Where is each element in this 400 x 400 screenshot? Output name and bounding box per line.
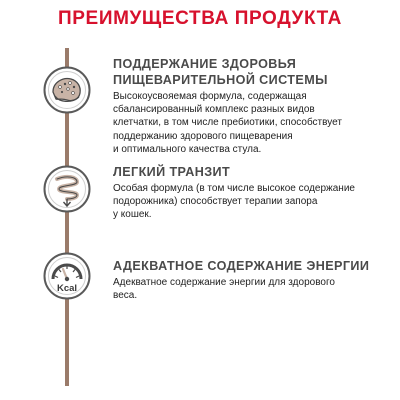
benefit-title-line: ЛЕГКИЙ ТРАНЗИТ — [113, 165, 231, 179]
benefit-title-line: ПИЩЕВАРИТЕЛЬНОЙ СИСТЕМЫ — [113, 73, 328, 87]
benefit-description-line: Высокоусвояемая формула, содержащая — [113, 91, 307, 102]
benefit-digestive-health — [113, 56, 393, 156]
benefit-description-line: Особая формула (в том числе высокое содержание — [113, 183, 355, 194]
benefit-description-line: и оптимального качества стула. — [113, 143, 262, 155]
benefit-description — [113, 90, 393, 156]
benefit-easy-transit — [113, 164, 393, 222]
benefit-description — [113, 182, 393, 222]
benefit-description-line: у кошек. — [113, 209, 152, 221]
benefit-title-line: ПОДДЕРЖАНИЕ ЗДОРОВЬЯ — [113, 57, 297, 71]
benefit-title-line: АДЕКВАТНОЕ СОДЕРЖАНИЕ ЭНЕРГИИ — [113, 259, 370, 273]
benefit-title — [113, 56, 393, 88]
benefit-description-line: сбалансированный комплекс разных видов — [113, 104, 315, 116]
benefit-adequate-energy — [113, 258, 393, 302]
kcal-energy-icon — [43, 252, 91, 300]
benefit-description-line: клетчатки, в том числе пребиотики, способствует — [113, 117, 342, 129]
kcal-label: Kcal — [56, 283, 78, 294]
digestive-microbiome-icon — [43, 66, 91, 114]
benefit-description-line: поддержанию здорового пищеварения — [113, 130, 293, 142]
intestine-transit-icon — [43, 165, 91, 213]
page-title: ПРЕИМУЩЕСТВА ПРОДУКТА — [58, 8, 342, 29]
benefit-description-line: подорожника) способствует терапии запора — [113, 196, 318, 208]
benefit-description-line: Адекватное содержание энергии для здорового — [113, 277, 335, 288]
benefit-description-line: веса. — [113, 290, 138, 302]
benefit-description — [113, 276, 393, 302]
benefit-title — [113, 164, 393, 180]
benefit-title — [113, 258, 393, 274]
